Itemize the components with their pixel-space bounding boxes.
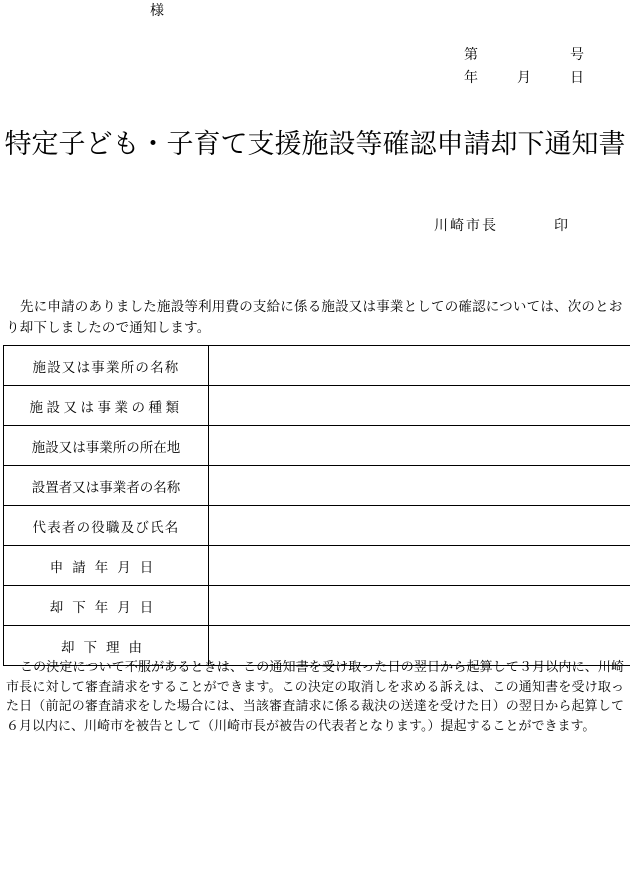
row-value-application-date[interactable]	[209, 546, 630, 586]
date-month-label: 月	[517, 71, 531, 86]
application-details-table	[3, 345, 630, 666]
issuer-block	[434, 215, 568, 235]
date-year-label: 年	[464, 71, 478, 86]
appeal-instructions-text: この決定について不服があるときは、この通知書を受け取った日の翌日から起算して３月以内に、川崎市長に対して審査請求をすることができます。この決定の取消しを求める訴えは、この通知書を受け取った日（前記の審査請求をした場合には、当該審査請求に係る裁決の送達を受けた日）の翌日から起算して６月以内に、川崎市を被告として（川崎市長が被告の代表者となります。）提起することができます。	[6, 659, 624, 733]
row-value-representative[interactable]	[209, 506, 630, 546]
row-label-application-date: 申請年月日	[4, 546, 209, 586]
document-number-suffix: 号	[570, 48, 584, 63]
document-number-block	[444, 44, 584, 90]
date-day-label: 日	[570, 71, 584, 86]
lead-paragraph	[6, 296, 624, 338]
document-number-label: 第	[464, 48, 478, 63]
page-title: 特定子ども・子育て支援施設等確認申請却下通知書	[4, 129, 626, 159]
row-value-operator-name[interactable]	[209, 466, 630, 506]
row-label-rejection-reason: 却下理由	[4, 626, 209, 666]
row-label-representative: 代表者の役職及び氏名	[4, 506, 209, 546]
table-row	[4, 506, 630, 546]
row-label-facility-address: 施設又は事業所の所在地	[4, 426, 209, 466]
addressee-line: 様	[150, 4, 165, 19]
appeal-instructions	[6, 657, 624, 735]
row-value-rejection-date[interactable]	[209, 586, 630, 626]
document-number-row	[464, 44, 584, 67]
table-row	[4, 466, 630, 506]
row-label-operator-name: 設置者又は事業者の名称	[4, 466, 209, 506]
lead-paragraph-text: 先に申請のありました施設等利用費の支給に係る施設又は事業としての確認については、次のとおり却下しましたので通知します。	[6, 299, 623, 335]
document-date-row	[464, 67, 584, 90]
table-row	[4, 386, 630, 426]
issuer-name: 川崎市長	[434, 219, 498, 234]
row-label-rejection-date: 却下年月日	[4, 586, 209, 626]
table-row	[4, 346, 630, 386]
row-label-business-type: 施設又は事業の種類	[4, 386, 209, 426]
row-value-facility-name[interactable]	[209, 346, 630, 386]
row-value-facility-address[interactable]	[209, 426, 630, 466]
row-value-business-type[interactable]	[209, 386, 630, 426]
table-row	[4, 586, 630, 626]
seal-mark: 印	[554, 219, 568, 234]
table-row	[4, 546, 630, 586]
table-row	[4, 426, 630, 466]
row-label-facility-name: 施設又は事業所の名称	[4, 346, 209, 386]
